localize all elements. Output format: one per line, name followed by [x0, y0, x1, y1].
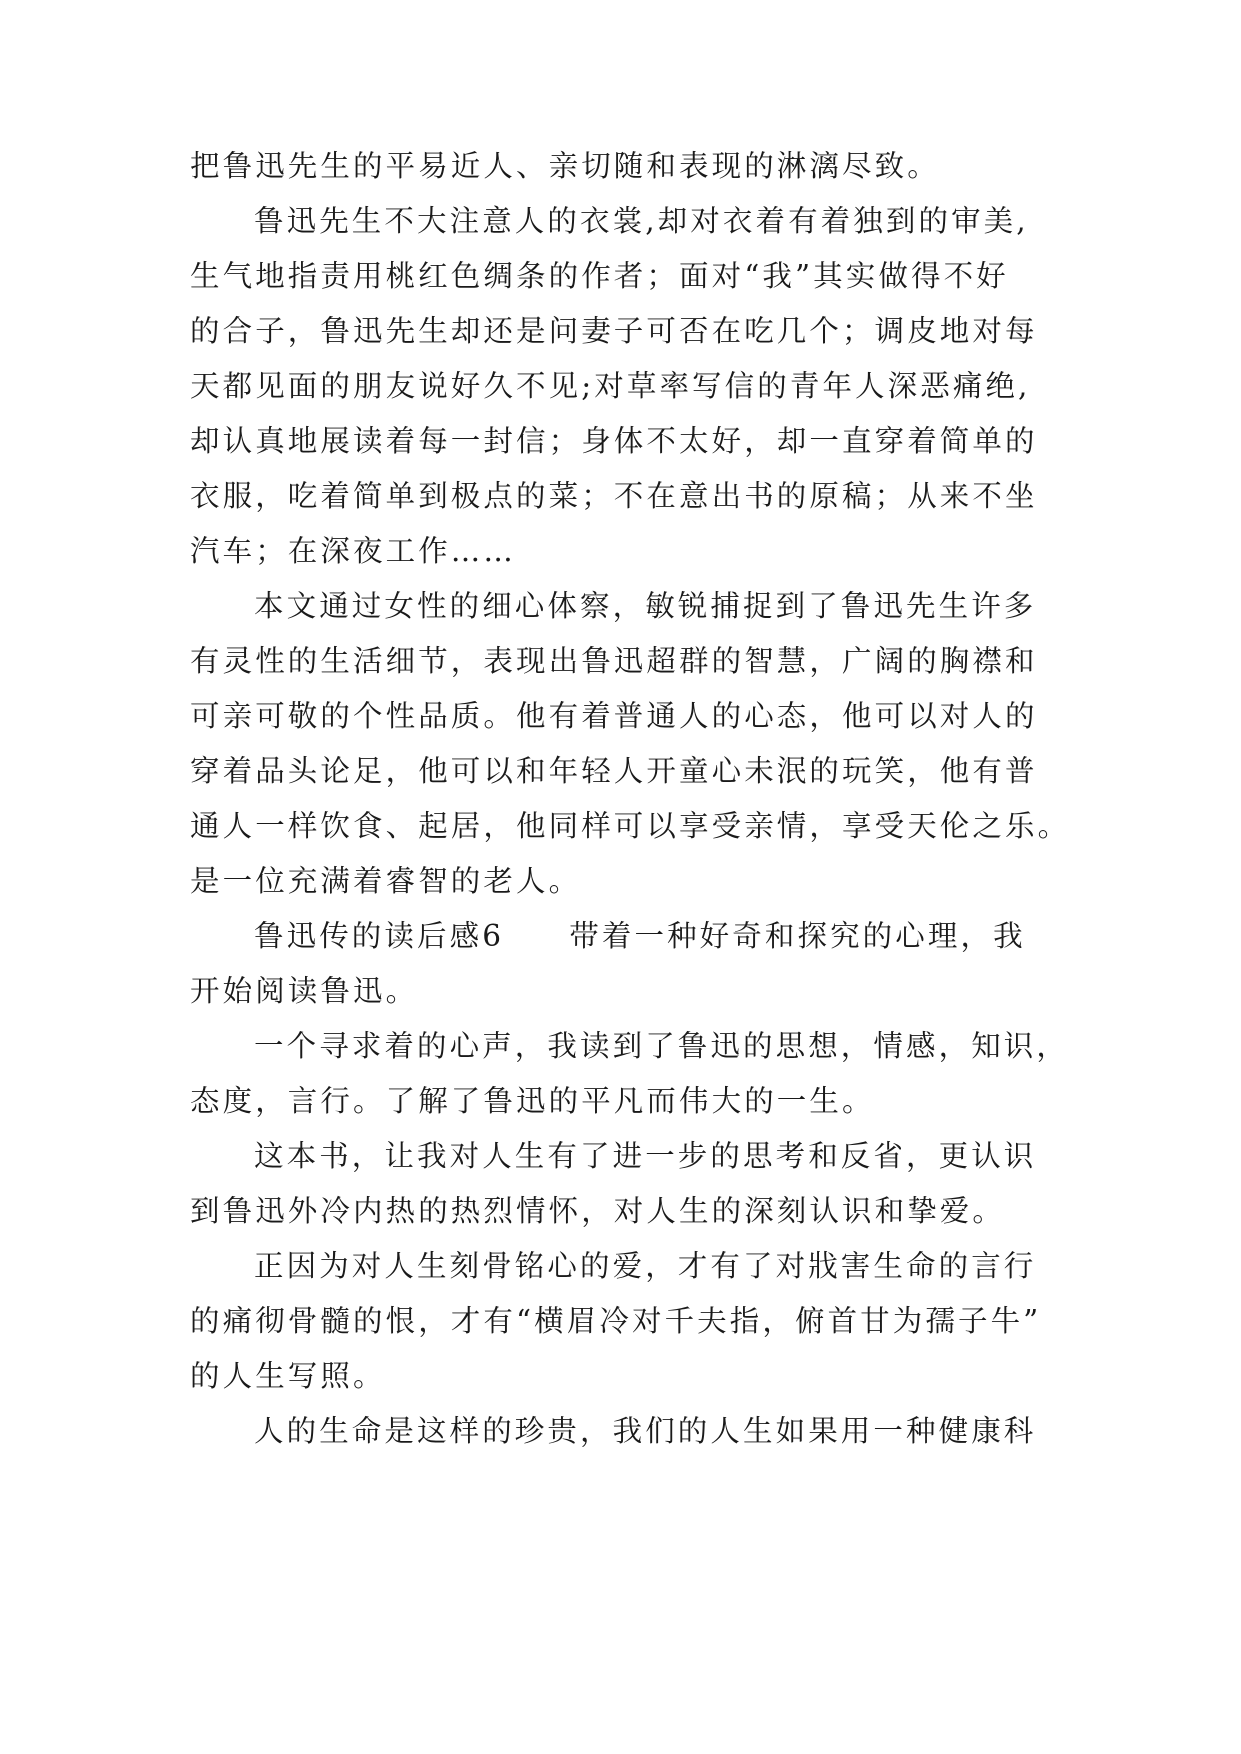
text-line: 的痛彻骨髓的恨，才有“横眉冷对千夫指，俯首甘为孺子牛”: [190, 1304, 1042, 1338]
text-line: 天都见面的朋友说好久不见;对草率写信的青年人深恶痛绝,: [190, 369, 1031, 403]
text-line: 的合子，鲁迅先生却还是问妻子可否在吃几个；调皮地对每: [190, 314, 1038, 348]
text-line: 一个寻求着的心声，我读到了鲁迅的思想，情感，知识，: [254, 1029, 1070, 1063]
text-line: 生气地指责用桃红色绸条的作者；面对“我”其实做得不好: [190, 259, 1009, 293]
text-line: 却认真地展读着每一封信；身体不太好，却一直穿着简单的: [190, 424, 1038, 458]
text-line: 的人生写照。: [190, 1359, 386, 1393]
text-line: 开始阅读鲁迅。: [190, 974, 419, 1008]
text-line: 正因为对人生刻骨铭心的爱，才有了对戕害生命的言行: [254, 1249, 1037, 1283]
text-line: 穿着品头论足，他可以和年轻人开童心未泯的玩笑，他有普: [190, 754, 1038, 788]
text-line: 衣服，吃着简单到极点的菜；不在意出书的原稿；从来不坐: [190, 479, 1038, 513]
text-line: 人的生命是这样的珍贵，我们的人生如果用一种健康科: [254, 1414, 1037, 1448]
text-line: 可亲可敬的个性品质。他有着普通人的心态，他可以对人的: [190, 699, 1038, 733]
text-line: 本文通过女性的细心体察，敏锐捕捉到了鲁迅先生许多: [254, 589, 1037, 623]
text-line: 有灵性的生活细节，表现出鲁迅超群的智慧，广阔的胸襟和: [190, 644, 1038, 678]
text-line: 把鲁迅先生的平易近人、亲切随和表现的淋漓尽致。: [190, 149, 940, 183]
text-line: 鲁迅先生不大注意人的衣裳,却对衣着有着独到的审美,: [254, 204, 1029, 238]
text-line: 是一位充满着睿智的老人。: [190, 864, 582, 898]
text-line: 通人一样饮食、起居，他同样可以享受亲情，享受天伦之乐。: [190, 809, 1071, 843]
text-line: 到鲁迅外冷内热的热烈情怀，对人生的深刻认识和挚爱。: [190, 1194, 1006, 1228]
text-line: 这本书，让我对人生有了进一步的思考和反省，更认识: [254, 1139, 1037, 1173]
text-line: 汽车；在深夜工作……: [190, 534, 517, 568]
text-line: 态度，言行。了解了鲁迅的平凡而伟大的一生。: [190, 1084, 875, 1118]
text-line: 鲁迅传的读后感6 带着一种好奇和探究的心理，我: [254, 919, 1026, 953]
